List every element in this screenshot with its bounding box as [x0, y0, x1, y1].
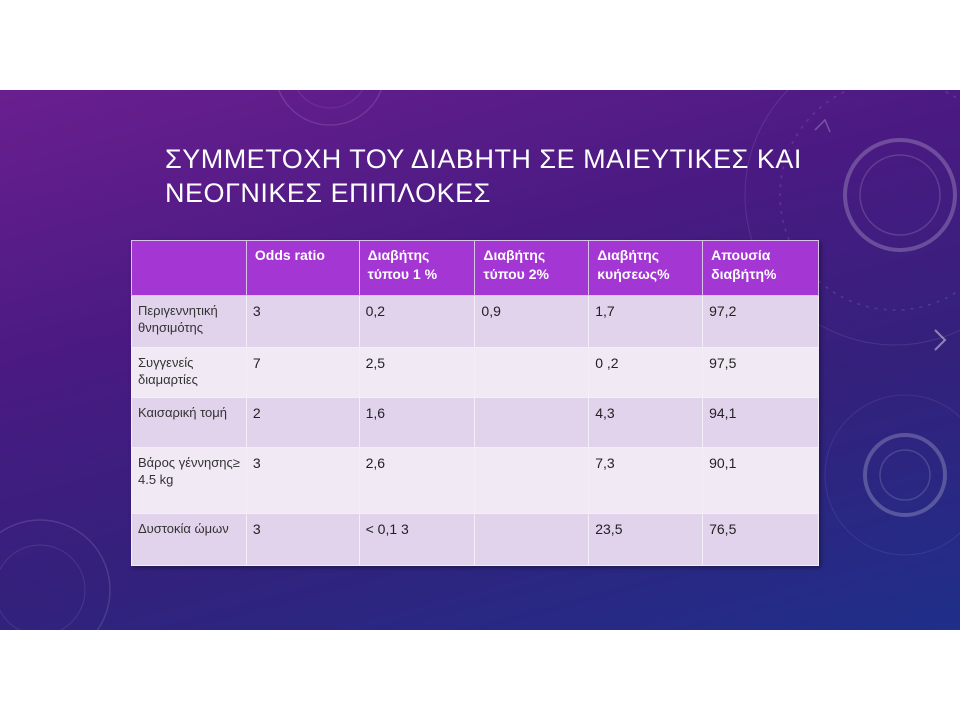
table-cell: 23,5 [589, 514, 703, 566]
header-empty [132, 241, 247, 296]
row-label: Βάρος γέννησης≥ 4.5 kg [132, 448, 247, 514]
table-cell: 97,5 [703, 348, 819, 398]
table-cell: 2 [246, 398, 359, 448]
table-row [132, 348, 819, 398]
table-cell: < 0,1 3 [359, 514, 475, 566]
header-odds-ratio: Odds ratio [246, 241, 359, 296]
table-cell: 1,7 [589, 296, 703, 348]
header-type2: Διαβήτης τύπου 2% [475, 241, 589, 296]
table-cell: 4,3 [589, 398, 703, 448]
table-cell [475, 448, 589, 514]
table-cell: 3 [246, 448, 359, 514]
table-cell [475, 348, 589, 398]
row-label: Συγγενείς διαμαρτίες [132, 348, 247, 398]
table-row [132, 296, 819, 348]
row-label: Καισαρική τομή [132, 398, 247, 448]
table-cell: 2,6 [359, 448, 475, 514]
table-cell: 90,1 [703, 448, 819, 514]
row-label: Περιγεννητική θνησιμότης [132, 296, 247, 348]
table-cell: 0,2 [359, 296, 475, 348]
table-cell: 0 ,2 [589, 348, 703, 398]
table-cell: 2,5 [359, 348, 475, 398]
slide-title [165, 142, 865, 210]
table-cell: 7,3 [589, 448, 703, 514]
table-cell: 3 [246, 296, 359, 348]
table-cell: 3 [246, 514, 359, 566]
header-type1: Διαβήτης τύπου 1 % [359, 241, 475, 296]
table-row [132, 448, 819, 514]
table-header-row [132, 241, 819, 296]
table-row [132, 514, 819, 566]
table-cell: 1,6 [359, 398, 475, 448]
table-cell: 0,9 [475, 296, 589, 348]
table-cell [475, 398, 589, 448]
title-line-1: ΣΥΜΜΕΤΟΧΗ ΤΟΥ ΔΙΑΒΗΤΗ ΣΕ ΜΑΙΕΥΤΙΚΕΣ ΚΑΙ [165, 144, 802, 174]
header-gestational: Διαβήτης κυήσεως% [589, 241, 703, 296]
table-cell [475, 514, 589, 566]
row-label: Δυστοκία ώμων [132, 514, 247, 566]
table-cell: 7 [246, 348, 359, 398]
slide [0, 90, 960, 630]
header-no-diabetes: Απουσία διαβήτη% [703, 241, 819, 296]
title-line-2: ΝΕΟΓΝΙΚΕΣ ΕΠΙΠΛΟΚΕΣ [165, 178, 491, 208]
table-cell: 94,1 [703, 398, 819, 448]
table-cell: 76,5 [703, 514, 819, 566]
table-row [132, 398, 819, 448]
data-table [131, 240, 819, 566]
table-cell: 97,2 [703, 296, 819, 348]
